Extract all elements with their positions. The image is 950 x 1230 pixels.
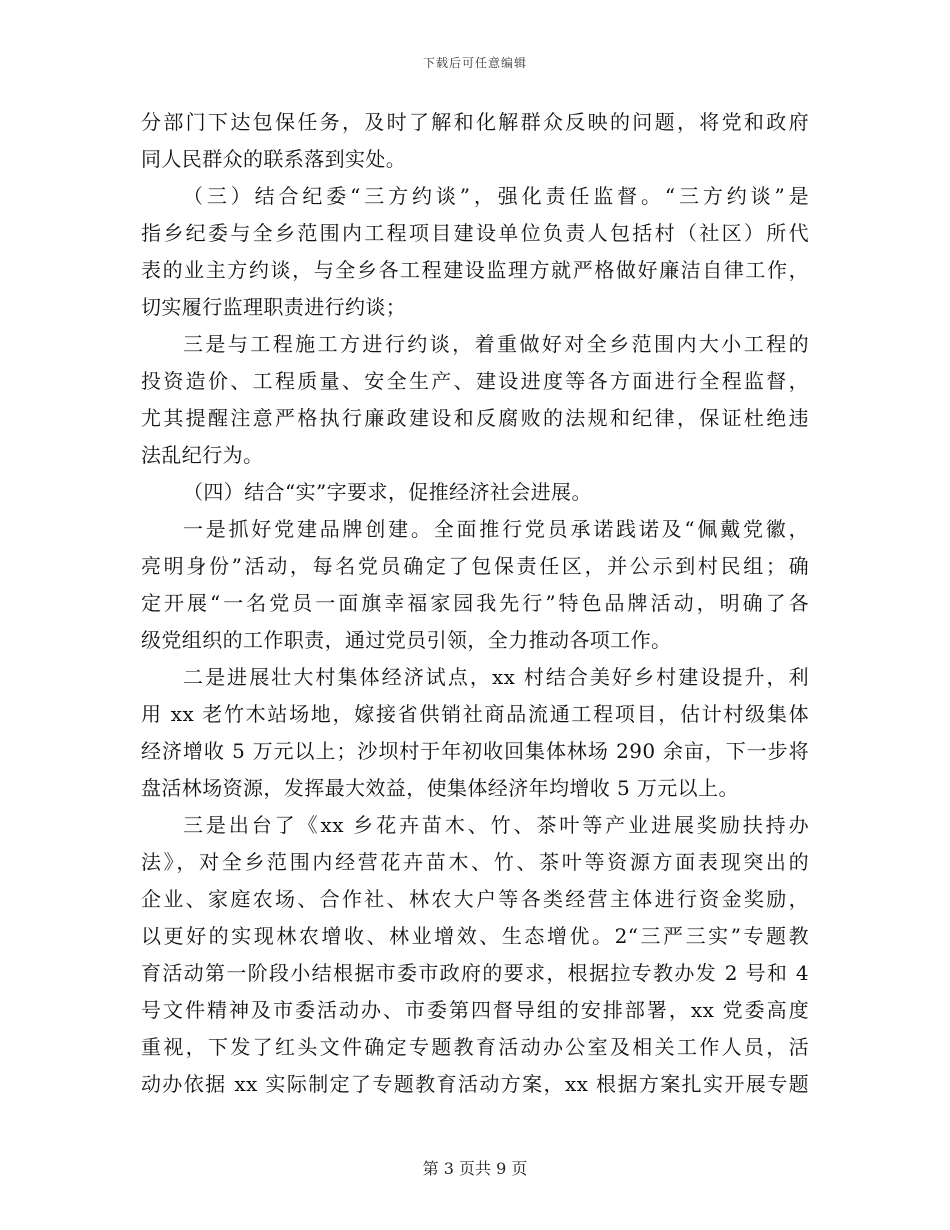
body-line-8: 投资造价、工程质量、安全生产、建设进度等各方面进行全程监督， [141,369,809,393]
body-line-24: 育活动第一阶段小结根据市委市政府的要求，根据拉专教办发 2 号和 4 [141,961,809,985]
body-line-1: 分部门下达包保任务，及时了解和化解群众反映的问题，将党和政府 [141,110,809,134]
body-line-3: （三）结合纪委“三方约谈”，强化责任监督。“三方约谈”是 [183,184,809,208]
body-line-16: 二是进展壮大村集体经济试点，xx 村结合美好乡村建设提升，利 [183,665,809,689]
body-line-11: （四）结合“实”字要求，促推经济社会进展。 [183,480,592,504]
body-line-2: 同人民群众的联系落到实处。 [141,147,407,171]
body-line-13: 亮明身份”活动，每名党员确定了包保责任区，并公示到村民组；确 [141,554,809,578]
body-line-19: 盘活林场资源，发挥最大效益，使集体经济年均增收 5 万元以上。 [141,776,739,800]
body-line-25: 号文件精神及市委活动办、市委第四督导组的安排部署，xx 党委高度 [141,998,809,1022]
body-line-22: 企业、家庭农场、合作社、林农大户等各类经营主体进行资金奖励， [141,887,809,911]
body-line-6: 切实履行监理职责进行约谈； [141,295,407,319]
body-line-7: 三是与工程施工方进行约谈，着重做好对全乡范围内大小工程的 [183,332,809,356]
body-line-27: 动办依据 xx 实际制定了专题教育活动方案，xx 根据方案扎实开展专题 [141,1072,809,1096]
document-body [141,104,809,1103]
page-number: 第 3 页共 9 页 [422,1159,528,1178]
body-line-17: 用 xx 老竹木站场地，嫁接省供销社商品流通工程项目，估计村级集体 [141,702,809,726]
body-line-4: 指乡纪委与全乡范围内工程项目建设单位负责人包括村（社区）所代 [141,221,809,245]
body-line-9: 尤其提醒注意严格执行廉政建设和反腐败的法规和纪律，保证杜绝违 [141,406,809,430]
body-line-10: 法乱纪行为。 [141,443,264,467]
body-line-26: 重视，下发了红头文件确定专题教育活动办公室及相关工作人员，活 [141,1035,809,1059]
body-line-14: 定开展“一名党员一面旗幸福家园我先行”特色品牌活动，明确了各 [141,591,809,615]
page-header: 下载后可任意编辑 [422,56,527,70]
body-line-20: 三是出台了《xx 乡花卉苗木、竹、茶叶等产业进展奖励扶持办 [183,813,809,837]
body-line-23: 以更好的实现林农增收、林业增效、生态增优。2“三严三实”专题教 [141,924,809,948]
body-line-12: 一是抓好党建品牌创建。全面推行党员承诺践诺及“佩戴党徽， [183,517,809,541]
body-line-21: 法》，对全乡范围内经营花卉苗木、竹、茶叶等资源方面表现突出的 [141,850,809,874]
body-line-18: 经济增收 5 万元以上；沙坝村于年初收回集体林场 290 余亩，下一步将 [141,739,809,763]
body-line-5: 表的业主方约谈，与全乡各工程建设监理方就严格做好廉洁自律工作， [141,258,809,282]
body-line-15: 级党组织的工作职责，通过党员引领，全力推动各项工作。 [141,628,672,652]
